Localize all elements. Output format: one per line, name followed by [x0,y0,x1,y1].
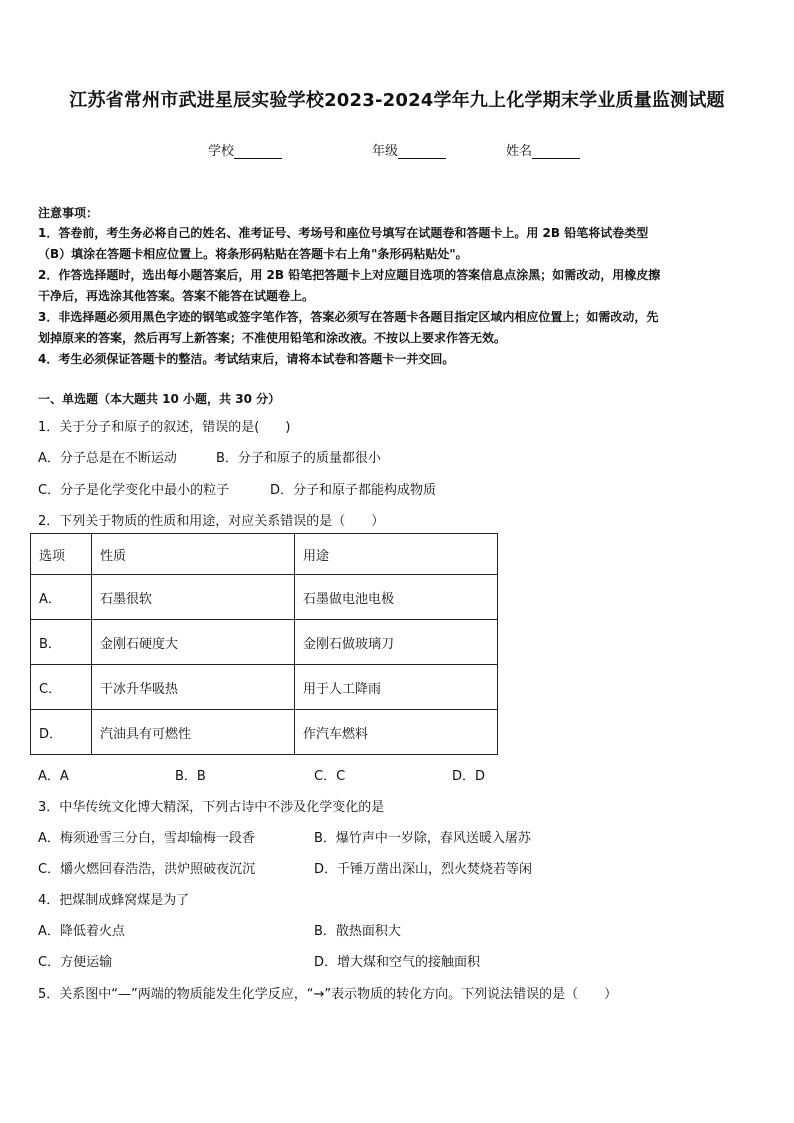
notice-line: 划掉原来的答案，然后再写上新答案；不准使用铅笔和涂改液。不按以上要求作答无效。 [38,331,507,345]
q1-option-c: C．分子是化学变化中最小的粒子 [38,483,230,498]
table-row [31,710,498,755]
school-label: 学校 [208,144,235,159]
q3-option-d: D．千锤万凿出深山，烈火焚烧若等闲 [314,862,533,877]
grade-blank [398,144,446,159]
table-cell: 用于人工降雨 [295,665,498,710]
table-cell: 金刚石硬度大 [92,620,295,665]
notice-line: 3．非选择题必须用黑色字迹的钢笔或签字笔作答，答案必须写在答题卡各题目指定区域内相应位置上；如需改动，先 [38,310,659,324]
table-cell: 金刚石做玻璃刀 [295,620,498,665]
name-label: 姓名 [506,144,533,159]
table-cell: 汽油具有可燃性 [92,710,295,755]
table-cell: D． [31,710,92,755]
question-1-stem: 1．关于分子和原子的叙述，错误的是( ) [38,420,291,435]
question-4-stem: 4．把煤制成蜂窝煤是为了 [38,893,190,908]
grade-label: 年级 [372,144,399,159]
table-cell: 石墨做电池电极 [295,575,498,620]
q2-option-a: A．A [38,769,69,784]
notice-line: 1．答卷前，考生务必将自己的姓名、准考证号、考场号和座位号填写在试题卷和答题卡上。用 2B 铅笔将试卷类型 [38,226,649,240]
question-2-stem: 2．下列关于物质的性质和用途，对应关系错误的是（ ） [38,514,385,529]
q2-option-b: B．B [175,769,206,784]
q4-option-c: C．方便运输 [38,955,113,970]
notice-heading: 注意事项： [38,206,99,220]
q3-option-b: B．爆竹声中一岁除，春风送暖入屠苏 [314,831,531,846]
table-cell: 石墨很软 [92,575,295,620]
q1-option-a: A．分子总是在不断运动 [38,451,177,466]
table-header-row [31,534,498,575]
table-cell: B． [31,620,92,665]
school-blank [234,144,282,159]
q1-option-b: B．分子和原子的质量都很小 [216,451,381,466]
grade-field [372,140,446,159]
q4-option-a: A．降低着火点 [38,924,125,939]
q3-option-a: A．梅须逊雪三分白，雪却输梅一段香 [38,831,255,846]
table-row [31,575,498,620]
table-cell: A． [31,575,92,620]
table-header-cell: 用途 [295,534,498,575]
notice-line: 4．考生必须保证答题卡的整洁。考试结束后，请将本试卷和答题卡一并交回。 [38,352,455,366]
table-cell: 作汽车燃料 [295,710,498,755]
table-header-cell: 选项 [31,534,92,575]
table-cell: C． [31,665,92,710]
notice-line: 2．作答选择题时，选出每小题答案后，用 2B 铅笔把答题卡上对应题目选项的答案信息点涂黑；如需改动，用橡皮擦 [38,268,661,282]
question-5-stem: 5．关系图中“—”两端的物质能发生化学反应，“→”表示物质的转化方向。下列说法错误的是（ ） [38,987,618,1002]
q1-option-d: D．分子和原子都能构成物质 [270,483,437,498]
table-cell: 干冰升华吸热 [92,665,295,710]
q2-option-d: D．D [452,769,486,784]
page-title: 江苏省常州市武进星辰实验学校2023-2024学年九上化学期末学业质量监测试题 [69,90,725,111]
table-row [31,665,498,710]
q4-option-b: B．散热面积大 [314,924,401,939]
q2-option-c: C．C [314,769,346,784]
section-heading: 一、单选题（本大题共 10 小题，共 30 分） [38,392,281,406]
notice-line: （B）填涂在答题卡相应位置上。将条形码粘贴在答题卡右上角"条形码粘贴处"。 [38,247,468,261]
name-field [506,140,580,159]
property-use-table [30,533,498,755]
table-row [31,620,498,665]
question-3-stem: 3．中华传统文化博大精深，下列古诗中不涉及化学变化的是 [38,800,385,815]
q3-option-c: C．爝火燃回春浩浩，洪炉照破夜沉沉 [38,862,256,877]
name-blank [532,144,580,159]
school-field [208,140,282,159]
notice-line: 干净后，再选涂其他答案。答案不能答在试题卷上。 [38,289,315,303]
q4-option-d: D．增大煤和空气的接触面积 [314,955,481,970]
table-header-cell: 性质 [92,534,295,575]
